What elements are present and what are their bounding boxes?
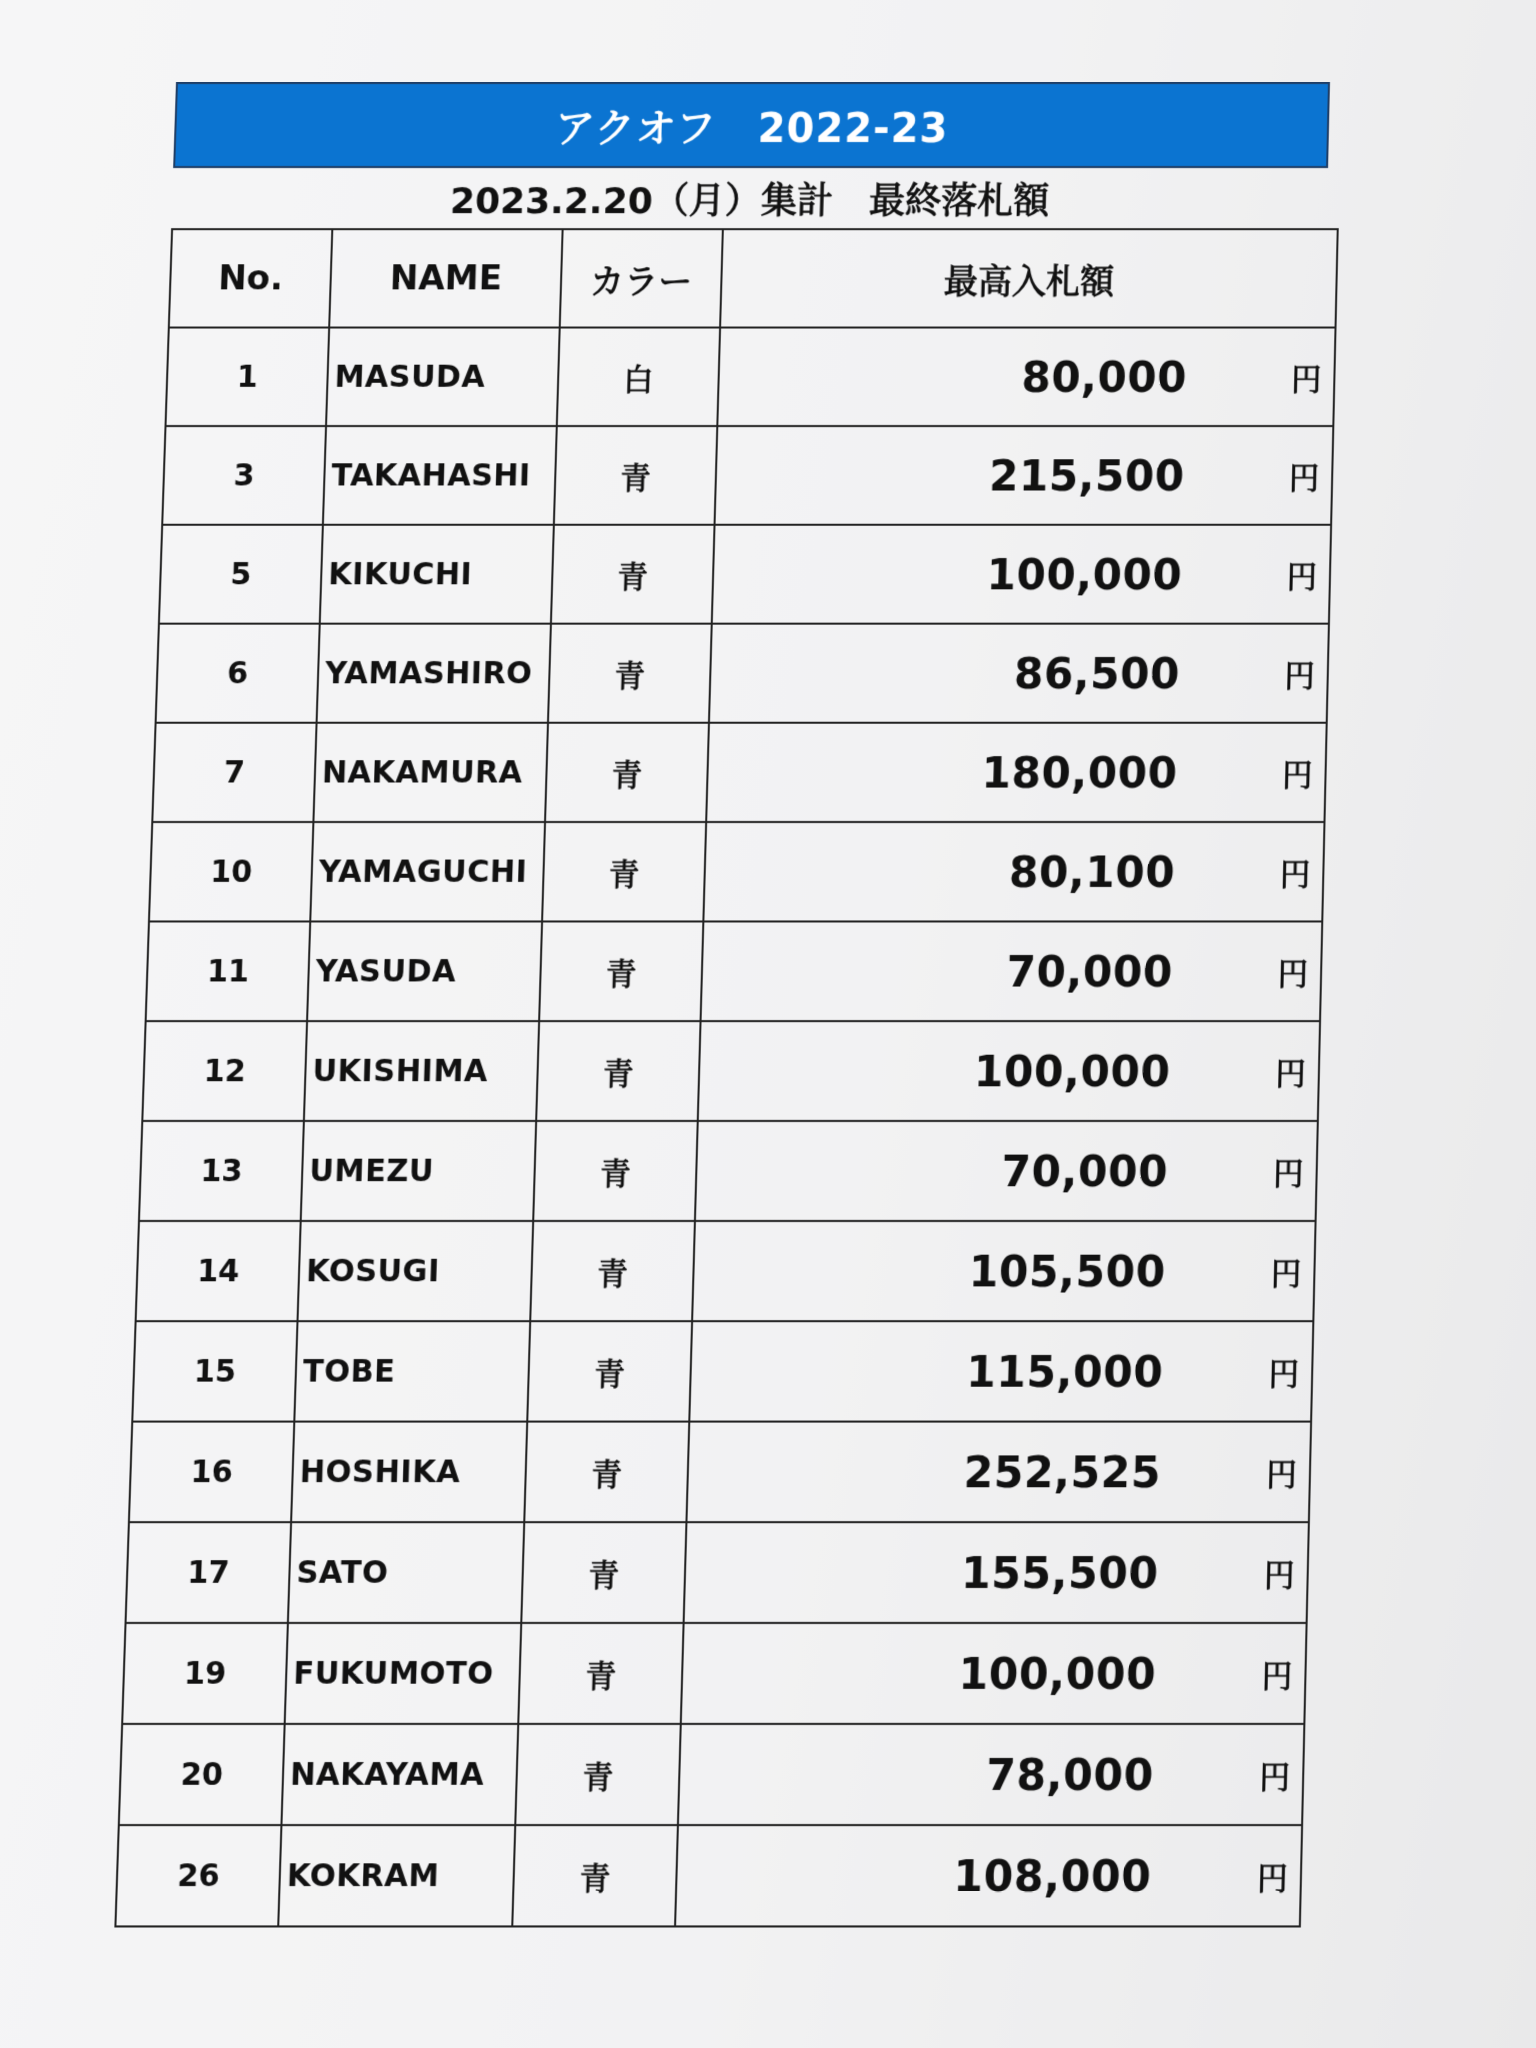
amount-value: 215,500	[988, 450, 1186, 501]
cell-name: MASUDA	[326, 328, 560, 427]
currency-yen: 円	[1284, 659, 1316, 695]
cell-name: HOSHIKA	[291, 1422, 527, 1523]
header-amount: 最高入札額	[720, 229, 1338, 327]
amount-value: 252,525	[963, 1446, 1162, 1498]
table-row	[152, 723, 1326, 822]
currency-yen: 円	[1272, 1156, 1304, 1193]
cell-no: 20	[119, 1724, 285, 1825]
currency-yen: 円	[1290, 362, 1322, 398]
amount-value: 115,000	[965, 1346, 1165, 1397]
cell-no: 14	[136, 1221, 301, 1321]
table-header-row	[169, 229, 1338, 327]
cell-no: 17	[126, 1522, 292, 1623]
amount-value: 86,500	[1013, 648, 1181, 698]
amount-wrap	[679, 1725, 1303, 1824]
cell-amount	[698, 1021, 1320, 1121]
currency-yen: 円	[1265, 1457, 1298, 1494]
cell-color: 白	[557, 328, 720, 427]
table-row	[156, 624, 1329, 723]
currency-yen: 円	[1279, 857, 1311, 894]
cell-name: TOBE	[294, 1321, 530, 1421]
currency-yen: 円	[1256, 1861, 1289, 1898]
amount-wrap	[685, 1523, 1308, 1622]
header-no: No.	[169, 229, 333, 327]
currency-yen: 円	[1286, 560, 1318, 596]
cell-no: 6	[156, 624, 320, 723]
amount-wrap	[687, 1423, 1310, 1522]
amount-value: 108,000	[952, 1850, 1153, 1902]
cell-color: 青	[539, 921, 703, 1021]
currency-yen: 円	[1263, 1558, 1295, 1595]
document-title: アクオフ 2022-23	[173, 82, 1330, 168]
table-row	[122, 1623, 1306, 1724]
amount-wrap	[713, 526, 1330, 623]
cell-name: NAKAMURA	[313, 723, 548, 822]
cell-no: 12	[142, 1021, 307, 1121]
currency-yen: 円	[1288, 461, 1320, 497]
table-row	[115, 1825, 1302, 1926]
currency-yen: 円	[1270, 1256, 1302, 1293]
cell-amount	[715, 426, 1334, 525]
table-row	[132, 1321, 1313, 1421]
currency-yen: 円	[1281, 758, 1313, 794]
cell-color: 青	[548, 624, 712, 723]
table-row	[126, 1522, 1309, 1623]
table-row	[142, 1021, 1320, 1121]
cell-amount	[678, 1724, 1304, 1825]
cell-color: 青	[545, 723, 709, 822]
cell-name: KIKUCHI	[320, 525, 554, 624]
amount-wrap	[693, 1222, 1314, 1320]
amount-value: 155,500	[960, 1547, 1160, 1598]
currency-yen: 円	[1261, 1658, 1293, 1696]
currency-yen: 円	[1275, 1056, 1307, 1093]
cell-name: KOKRAM	[278, 1825, 515, 1926]
header-name: NAME	[329, 229, 562, 327]
amount-wrap	[704, 823, 1323, 920]
cell-no: 16	[129, 1422, 294, 1523]
cell-amount	[706, 723, 1327, 822]
cell-amount	[675, 1825, 1302, 1926]
cell-name: SATO	[288, 1522, 524, 1623]
amount-value: 80,000	[1020, 352, 1188, 402]
amount-value: 80,100	[1008, 846, 1176, 897]
cell-no: 11	[146, 921, 311, 1021]
cell-amount	[717, 328, 1335, 427]
cell-no: 26	[115, 1825, 281, 1926]
amount-value: 70,000	[1005, 946, 1174, 997]
amount-value: 78,000	[985, 1749, 1155, 1800]
cell-amount	[712, 525, 1331, 624]
cell-color: 青	[518, 1623, 683, 1724]
table-row	[129, 1422, 1311, 1523]
cell-color: 青	[551, 525, 715, 624]
amount-wrap	[676, 1826, 1301, 1925]
cell-amount	[703, 822, 1324, 921]
cell-no: 1	[166, 328, 330, 427]
cell-name: YAMASHIRO	[317, 624, 551, 723]
amount-value: 100,000	[957, 1648, 1157, 1699]
cell-no: 5	[159, 525, 323, 624]
header-color: カラー	[560, 229, 723, 327]
cell-color: 青	[524, 1422, 689, 1523]
amount-value: 100,000	[985, 549, 1183, 599]
cell-amount	[701, 921, 1323, 1021]
amount-wrap	[710, 625, 1328, 722]
cell-name: NAKAYAMA	[281, 1724, 518, 1825]
amount-wrap	[699, 1022, 1319, 1120]
amount-value: 105,500	[968, 1246, 1167, 1297]
cell-name: YASUDA	[307, 921, 542, 1021]
cell-amount	[686, 1422, 1311, 1523]
amount-wrap	[707, 724, 1325, 821]
currency-yen: 円	[1277, 957, 1309, 993]
cell-color: 青	[554, 426, 717, 525]
amount-wrap	[696, 1122, 1317, 1220]
currency-yen: 円	[1268, 1357, 1300, 1393]
bid-table	[114, 228, 1338, 1927]
table-row	[166, 328, 1336, 427]
table-row	[162, 426, 1333, 525]
cell-no: 10	[149, 822, 313, 921]
amount-value: 180,000	[980, 747, 1179, 798]
cell-name: FUKUMOTO	[285, 1623, 522, 1724]
cell-amount	[692, 1221, 1315, 1321]
cell-no: 13	[139, 1121, 304, 1221]
cell-color: 青	[521, 1522, 686, 1623]
amount-wrap	[702, 922, 1322, 1020]
cell-color: 青	[536, 1021, 700, 1121]
cell-color: 青	[533, 1121, 698, 1221]
cell-no: 7	[152, 723, 316, 822]
cell-color: 青	[530, 1221, 695, 1321]
table-row	[119, 1724, 1305, 1825]
cell-amount	[684, 1522, 1309, 1623]
document-subtitle: 2023.2.20（月）集計 最終落札額	[449, 180, 1050, 222]
document	[88, 82, 1350, 1927]
cell-amount	[695, 1121, 1318, 1221]
amount-value: 70,000	[1000, 1145, 1169, 1196]
cell-color: 青	[512, 1825, 678, 1926]
cell-name: YAMAGUCHI	[310, 822, 545, 921]
amount-value: 100,000	[973, 1046, 1172, 1096]
table-row	[149, 822, 1325, 921]
table-body	[115, 328, 1335, 1927]
currency-yen: 円	[1259, 1760, 1291, 1797]
cell-name: UMEZU	[301, 1121, 536, 1221]
amount-wrap	[682, 1624, 1306, 1723]
amount-wrap	[690, 1322, 1312, 1420]
cell-amount	[689, 1321, 1313, 1421]
amount-wrap	[716, 427, 1333, 524]
cell-name: UKISHIMA	[304, 1021, 539, 1121]
cell-no: 3	[162, 426, 326, 525]
table-row	[159, 525, 1331, 624]
table-row	[146, 921, 1323, 1021]
cell-color: 青	[515, 1724, 681, 1825]
cell-color: 青	[542, 822, 706, 921]
cell-no: 15	[132, 1321, 297, 1421]
cell-amount	[709, 624, 1329, 723]
cell-color: 青	[527, 1321, 692, 1421]
cell-name: TAKAHASHI	[323, 426, 557, 525]
table-row	[136, 1221, 1316, 1321]
cell-no: 19	[122, 1623, 288, 1724]
amount-wrap	[718, 329, 1334, 426]
table-row	[139, 1121, 1318, 1221]
cell-amount	[681, 1623, 1307, 1724]
cell-name: KOSUGI	[298, 1221, 534, 1321]
